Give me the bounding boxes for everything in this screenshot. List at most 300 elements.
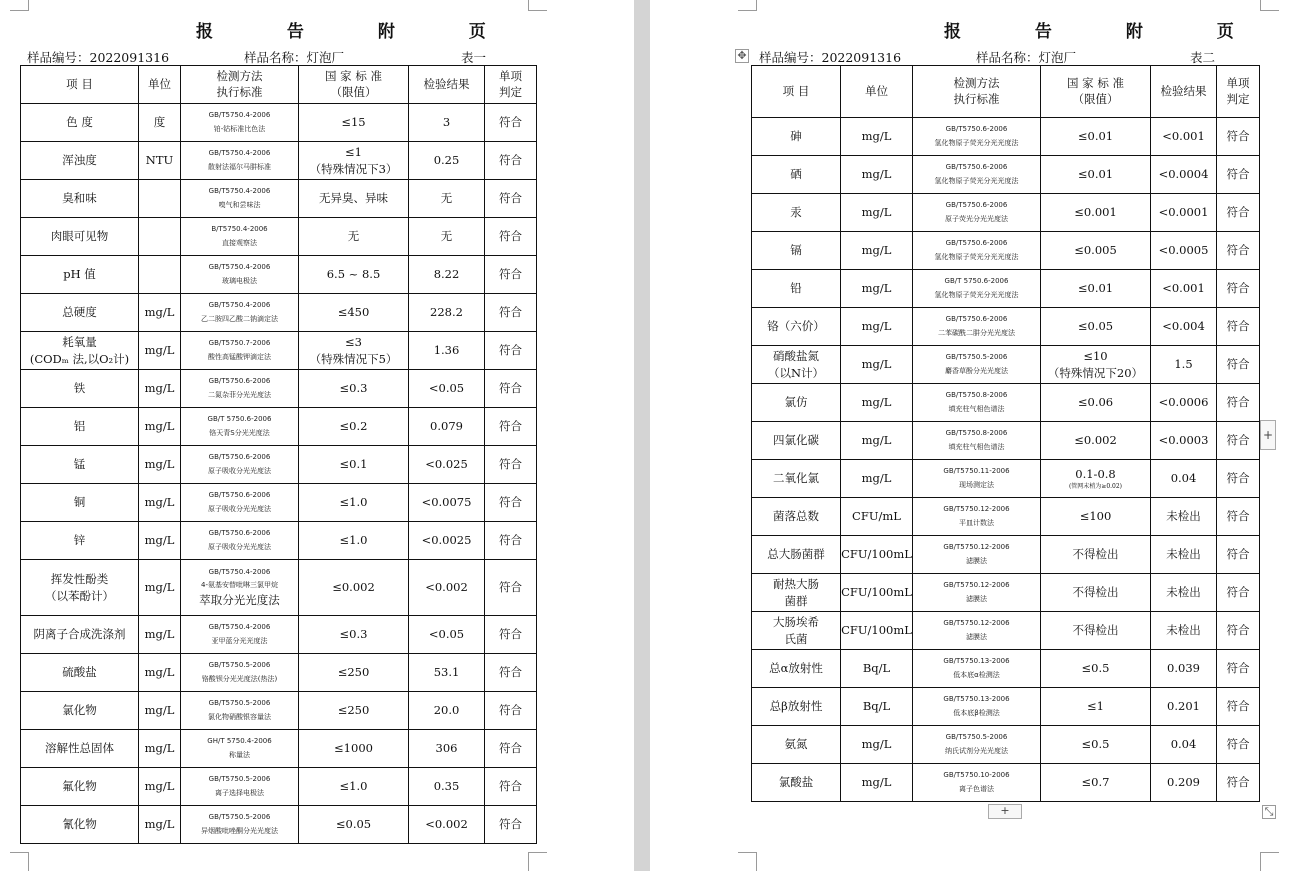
unit-cell[interactable] xyxy=(841,156,913,194)
item-cell[interactable] xyxy=(21,560,139,616)
limit-cell[interactable] xyxy=(1041,726,1151,764)
unit-cell[interactable] xyxy=(139,104,181,142)
judge-cell[interactable] xyxy=(485,730,537,768)
table-row[interactable] xyxy=(21,730,537,768)
method-text: 氢化物原子荧光分光光度法 xyxy=(934,290,1019,299)
result-cell[interactable] xyxy=(1151,612,1217,650)
method-cell[interactable] xyxy=(181,256,299,294)
unit-cell[interactable] xyxy=(139,616,181,654)
method-text: 4-氨基安替吡啉三氯甲烷 xyxy=(201,581,278,590)
judge-cell[interactable] xyxy=(485,484,537,522)
table-row[interactable] xyxy=(752,232,1260,270)
limit-cell[interactable] xyxy=(299,616,409,654)
method-cell[interactable] xyxy=(913,384,1041,422)
limit-cell[interactable] xyxy=(299,522,409,560)
method-cell[interactable] xyxy=(181,408,299,446)
judge-cell[interactable] xyxy=(485,654,537,692)
unit-cell[interactable] xyxy=(139,768,181,806)
add-column-button[interactable]: + xyxy=(1260,420,1276,450)
judge-cell[interactable] xyxy=(1217,384,1260,422)
method-cell[interactable] xyxy=(913,460,1041,498)
table-row[interactable] xyxy=(21,332,537,370)
method-cell[interactable] xyxy=(181,370,299,408)
document-page-2 xyxy=(650,0,1289,871)
judge-cell[interactable] xyxy=(1217,498,1260,536)
unit-cell[interactable] xyxy=(841,726,913,764)
judge-cell[interactable] xyxy=(1217,346,1260,384)
table-row[interactable] xyxy=(752,460,1260,498)
table-row[interactable] xyxy=(21,522,537,560)
method-cell[interactable] xyxy=(181,180,299,218)
result-cell[interactable] xyxy=(1151,460,1217,498)
judge-cell[interactable] xyxy=(485,408,537,446)
judge-cell[interactable] xyxy=(1217,232,1260,270)
method-cell[interactable] xyxy=(181,104,299,142)
limit-cell[interactable] xyxy=(299,560,409,616)
judge-cell[interactable] xyxy=(1217,118,1260,156)
item-cell[interactable] xyxy=(21,408,139,446)
judge-cell[interactable] xyxy=(485,370,537,408)
table-row[interactable] xyxy=(752,346,1260,384)
limit-cell[interactable] xyxy=(299,408,409,446)
method-cell[interactable] xyxy=(913,346,1041,384)
limit-cell[interactable] xyxy=(299,104,409,142)
result-cell[interactable] xyxy=(409,806,485,844)
result-cell[interactable] xyxy=(1151,118,1217,156)
judge-value: 符合 xyxy=(499,305,522,320)
method-cell[interactable] xyxy=(913,156,1041,194)
header-unit[interactable] xyxy=(841,66,913,118)
method-cell[interactable] xyxy=(181,654,299,692)
header-item[interactable] xyxy=(752,66,841,118)
judge-cell[interactable] xyxy=(485,692,537,730)
unit-cell[interactable] xyxy=(139,484,181,522)
method-cell[interactable] xyxy=(181,560,299,616)
result-cell[interactable] xyxy=(1151,764,1217,802)
header-method[interactable] xyxy=(181,66,299,104)
unit-cell[interactable] xyxy=(841,270,913,308)
judge-cell[interactable] xyxy=(1217,650,1260,688)
table-row[interactable] xyxy=(752,118,1260,156)
result-cell[interactable] xyxy=(409,768,485,806)
judge-cell[interactable] xyxy=(1217,270,1260,308)
table-row[interactable] xyxy=(21,104,537,142)
result-cell[interactable] xyxy=(409,446,485,484)
table-row[interactable] xyxy=(752,194,1260,232)
method-cell[interactable] xyxy=(181,768,299,806)
limit-cell[interactable] xyxy=(299,370,409,408)
item-cell[interactable] xyxy=(21,218,139,256)
limit-cell[interactable] xyxy=(299,256,409,294)
result-cell[interactable] xyxy=(1151,194,1217,232)
limit-cell[interactable] xyxy=(1041,650,1151,688)
method-cell[interactable] xyxy=(913,764,1041,802)
judge-cell[interactable] xyxy=(1217,764,1260,802)
item-cell[interactable] xyxy=(21,768,139,806)
table-row[interactable] xyxy=(21,256,537,294)
method-cell[interactable] xyxy=(913,270,1041,308)
unit-cell[interactable] xyxy=(841,232,913,270)
add-row-button[interactable]: + xyxy=(988,804,1022,819)
item-cell[interactable] xyxy=(752,156,841,194)
judge-cell[interactable] xyxy=(485,522,537,560)
item-cell[interactable] xyxy=(21,332,139,370)
judge-cell[interactable] xyxy=(1217,612,1260,650)
table-row[interactable] xyxy=(752,688,1260,726)
judge-cell[interactable] xyxy=(1217,308,1260,346)
judge-value: 符合 xyxy=(499,229,522,244)
method-cell[interactable] xyxy=(181,332,299,370)
limit-cell[interactable] xyxy=(299,180,409,218)
result-cell[interactable] xyxy=(409,692,485,730)
method-text: GB/T5750.4-2006 xyxy=(208,301,271,310)
judge-cell[interactable] xyxy=(485,142,537,180)
unit-cell[interactable] xyxy=(139,218,181,256)
method-text: GB/T5750.6-2006 xyxy=(208,453,271,462)
unit-cell[interactable] xyxy=(139,332,181,370)
table-row[interactable] xyxy=(752,650,1260,688)
unit-cell[interactable] xyxy=(841,574,913,612)
item-name: 铜 xyxy=(73,495,86,510)
unit-cell[interactable] xyxy=(139,446,181,484)
item-cell[interactable] xyxy=(752,536,841,574)
item-cell[interactable] xyxy=(752,346,841,384)
judge-cell[interactable] xyxy=(1217,726,1260,764)
method-cell[interactable] xyxy=(913,574,1041,612)
item-cell[interactable] xyxy=(21,730,139,768)
item-cell[interactable] xyxy=(752,764,841,802)
unit-cell[interactable] xyxy=(841,460,913,498)
table-row[interactable] xyxy=(752,422,1260,460)
result-cell[interactable] xyxy=(1151,156,1217,194)
table-row[interactable] xyxy=(752,384,1260,422)
item-cell[interactable] xyxy=(21,370,139,408)
item-cell[interactable] xyxy=(21,180,139,218)
unit-cell[interactable] xyxy=(139,654,181,692)
result-value: 0.04 xyxy=(1170,737,1197,752)
table-row[interactable] xyxy=(21,484,537,522)
limit-cell[interactable] xyxy=(1041,574,1151,612)
table-row[interactable] xyxy=(752,612,1260,650)
item-cell[interactable] xyxy=(752,612,841,650)
result-cell[interactable] xyxy=(409,560,485,616)
unit-cell[interactable] xyxy=(139,560,181,616)
method-text: 氢化物原子荧光分光光度法 xyxy=(934,176,1019,185)
limit-cell[interactable] xyxy=(299,218,409,256)
item-cell[interactable] xyxy=(752,688,841,726)
header-unit[interactable] xyxy=(139,66,181,104)
item-cell[interactable] xyxy=(752,194,841,232)
result-cell[interactable] xyxy=(409,218,485,256)
unit-cell[interactable] xyxy=(841,612,913,650)
unit-cell[interactable] xyxy=(841,422,913,460)
limit-cell[interactable] xyxy=(1041,688,1151,726)
item-cell[interactable] xyxy=(21,104,139,142)
judge-cell[interactable] xyxy=(485,332,537,370)
unit-cell[interactable] xyxy=(139,692,181,730)
result-cell[interactable] xyxy=(1151,422,1217,460)
result-cell[interactable] xyxy=(1151,574,1217,612)
limit-cell[interactable] xyxy=(1041,612,1151,650)
method-cell[interactable] xyxy=(181,218,299,256)
result-cell[interactable] xyxy=(1151,726,1217,764)
method-cell[interactable] xyxy=(181,806,299,844)
method-cell[interactable] xyxy=(181,446,299,484)
table-move-handle-icon[interactable]: ✥ xyxy=(735,49,749,63)
item-cell[interactable] xyxy=(752,118,841,156)
table-row[interactable] xyxy=(752,764,1260,802)
limit-cell[interactable] xyxy=(299,142,409,180)
result-cell[interactable] xyxy=(1151,384,1217,422)
item-cell[interactable] xyxy=(21,616,139,654)
table-resize-handle-icon[interactable]: ⤡ xyxy=(1262,805,1276,819)
table-row[interactable] xyxy=(21,370,537,408)
result-cell[interactable] xyxy=(409,180,485,218)
table-row[interactable] xyxy=(21,806,537,844)
item-cell[interactable] xyxy=(752,498,841,536)
result-cell[interactable] xyxy=(409,522,485,560)
limit-cell[interactable] xyxy=(299,294,409,332)
method-text: 氢化物原子荧光分光光度法 xyxy=(934,138,1019,147)
header-standard[interactable] xyxy=(1041,66,1151,118)
method-text: GB/T5750.4-2006 xyxy=(208,111,271,120)
limit-cell[interactable] xyxy=(1041,498,1151,536)
unit-cell[interactable] xyxy=(139,408,181,446)
table-row[interactable] xyxy=(21,408,537,446)
result-value: 未检出 xyxy=(1166,509,1201,524)
method-cell[interactable] xyxy=(181,142,299,180)
table-row[interactable] xyxy=(21,142,537,180)
result-cell[interactable] xyxy=(409,332,485,370)
table-row[interactable] xyxy=(21,446,537,484)
table-row[interactable] xyxy=(752,536,1260,574)
item-cell[interactable] xyxy=(752,422,841,460)
limit-cell[interactable] xyxy=(299,806,409,844)
table-row[interactable] xyxy=(21,654,537,692)
table-row[interactable] xyxy=(21,294,537,332)
result-cell[interactable] xyxy=(409,616,485,654)
table-row[interactable] xyxy=(752,574,1260,612)
unit-cell[interactable] xyxy=(841,384,913,422)
limit-cell[interactable] xyxy=(299,332,409,370)
result-cell[interactable] xyxy=(1151,308,1217,346)
judge-cell[interactable] xyxy=(485,560,537,616)
header-result[interactable] xyxy=(1151,66,1217,118)
method-cell[interactable] xyxy=(913,308,1041,346)
unit-cell[interactable] xyxy=(139,370,181,408)
unit-cell[interactable] xyxy=(841,308,913,346)
header-judge[interactable] xyxy=(485,66,537,104)
result-cell[interactable] xyxy=(409,294,485,332)
limit-cell[interactable] xyxy=(1041,270,1151,308)
result-cell[interactable] xyxy=(1151,270,1217,308)
limit-cell[interactable] xyxy=(1041,308,1151,346)
item-cell[interactable] xyxy=(752,574,841,612)
method-cell[interactable] xyxy=(181,522,299,560)
header-item[interactable] xyxy=(21,66,139,104)
item-cell[interactable] xyxy=(752,460,841,498)
table-row[interactable] xyxy=(21,616,537,654)
method-cell[interactable] xyxy=(181,294,299,332)
table-row[interactable] xyxy=(752,308,1260,346)
method-text: GB/T5750.6-2006 xyxy=(208,491,271,500)
result-cell[interactable] xyxy=(409,104,485,142)
limit-cell[interactable] xyxy=(299,768,409,806)
judge-value: 符合 xyxy=(499,115,522,130)
limit-value: ≤1 xyxy=(1087,699,1104,714)
limit-cell[interactable] xyxy=(1041,764,1151,802)
limit-cell[interactable] xyxy=(1041,346,1151,384)
result-cell[interactable] xyxy=(1151,346,1217,384)
unit-cell[interactable] xyxy=(841,650,913,688)
method-cell[interactable] xyxy=(181,484,299,522)
item-cell[interactable] xyxy=(21,294,139,332)
result-cell[interactable] xyxy=(409,408,485,446)
header-method[interactable] xyxy=(913,66,1041,118)
unit-cell[interactable] xyxy=(139,256,181,294)
limit-cell[interactable] xyxy=(1041,194,1151,232)
judge-cell[interactable] xyxy=(1217,536,1260,574)
method-cell[interactable] xyxy=(913,232,1041,270)
judge-cell[interactable] xyxy=(1217,194,1260,232)
judge-cell[interactable] xyxy=(1217,574,1260,612)
item-cell[interactable] xyxy=(752,726,841,764)
table-row[interactable] xyxy=(21,180,537,218)
header-result[interactable] xyxy=(409,66,485,104)
result-cell[interactable] xyxy=(1151,688,1217,726)
limit-cell[interactable] xyxy=(1041,422,1151,460)
judge-cell[interactable] xyxy=(485,218,537,256)
unit-cell[interactable] xyxy=(841,346,913,384)
limit-value: ≤1 xyxy=(345,144,362,159)
method-cell[interactable] xyxy=(181,730,299,768)
result-cell[interactable] xyxy=(1151,536,1217,574)
judge-cell[interactable] xyxy=(485,616,537,654)
judge-cell[interactable] xyxy=(1217,156,1260,194)
unit-cell[interactable] xyxy=(841,194,913,232)
header-standard[interactable] xyxy=(299,66,409,104)
table-row[interactable] xyxy=(752,156,1260,194)
method-text: 铂-钴标准比色法 xyxy=(213,124,266,133)
method-cell[interactable] xyxy=(913,688,1041,726)
item-cell[interactable] xyxy=(21,142,139,180)
item-cell[interactable] xyxy=(21,256,139,294)
unit-cell[interactable] xyxy=(139,294,181,332)
item-cell[interactable] xyxy=(752,270,841,308)
table-row[interactable] xyxy=(752,726,1260,764)
limit-cell[interactable] xyxy=(299,692,409,730)
item-cell[interactable] xyxy=(21,806,139,844)
judge-cell[interactable] xyxy=(1217,422,1260,460)
unit-cell[interactable] xyxy=(139,806,181,844)
table-header-row xyxy=(21,66,537,104)
result-value: <0.0075 xyxy=(421,495,472,510)
method-cell[interactable] xyxy=(913,118,1041,156)
result-cell[interactable] xyxy=(409,484,485,522)
limit-cell[interactable] xyxy=(1041,536,1151,574)
unit-cell[interactable] xyxy=(139,142,181,180)
unit-cell[interactable] xyxy=(139,180,181,218)
judge-cell[interactable] xyxy=(1217,688,1260,726)
method-cell[interactable] xyxy=(913,650,1041,688)
unit-cell[interactable] xyxy=(841,764,913,802)
unit-cell[interactable] xyxy=(841,688,913,726)
unit-cell[interactable] xyxy=(841,498,913,536)
limit-cell[interactable] xyxy=(1041,384,1151,422)
method-cell[interactable] xyxy=(913,498,1041,536)
item-cell[interactable] xyxy=(752,308,841,346)
method-text: GB/T5750.6-2006 xyxy=(945,239,1008,248)
results-table-1[interactable] xyxy=(20,65,537,844)
result-cell[interactable] xyxy=(1151,498,1217,536)
table-row[interactable] xyxy=(752,270,1260,308)
table-row[interactable] xyxy=(21,692,537,730)
item-cell[interactable] xyxy=(21,692,139,730)
judge-cell[interactable] xyxy=(485,768,537,806)
limit-cell[interactable] xyxy=(299,654,409,692)
item-cell[interactable] xyxy=(21,484,139,522)
table-row[interactable] xyxy=(21,768,537,806)
judge-cell[interactable] xyxy=(485,806,537,844)
limit-cell[interactable] xyxy=(299,446,409,484)
judge-cell[interactable] xyxy=(485,256,537,294)
header-judge[interactable] xyxy=(1217,66,1260,118)
method-cell[interactable] xyxy=(913,612,1041,650)
limit-cell[interactable] xyxy=(1041,156,1151,194)
item-cell[interactable] xyxy=(21,446,139,484)
judge-cell[interactable] xyxy=(485,180,537,218)
method-cell[interactable] xyxy=(913,194,1041,232)
result-cell[interactable] xyxy=(409,370,485,408)
item-cell[interactable] xyxy=(752,650,841,688)
method-cell[interactable] xyxy=(913,422,1041,460)
table-row[interactable] xyxy=(21,560,537,616)
item-cell[interactable] xyxy=(752,232,841,270)
result-cell[interactable] xyxy=(409,256,485,294)
result-cell[interactable] xyxy=(409,654,485,692)
item-cell[interactable] xyxy=(752,384,841,422)
unit-cell[interactable] xyxy=(139,522,181,560)
result-cell[interactable] xyxy=(1151,650,1217,688)
unit-cell[interactable] xyxy=(841,536,913,574)
results-table-2[interactable] xyxy=(751,65,1260,802)
judge-cell[interactable] xyxy=(485,294,537,332)
judge-cell[interactable] xyxy=(1217,460,1260,498)
table-row[interactable] xyxy=(752,498,1260,536)
result-cell[interactable] xyxy=(409,142,485,180)
result-value: 0.35 xyxy=(433,779,460,794)
limit-cell[interactable] xyxy=(1041,460,1151,498)
result-cell[interactable] xyxy=(1151,232,1217,270)
table-row[interactable] xyxy=(21,218,537,256)
judge-cell[interactable] xyxy=(485,104,537,142)
report-title: 报 告 附 页 xyxy=(944,22,1268,42)
method-cell[interactable] xyxy=(181,616,299,654)
unit-cell[interactable] xyxy=(139,730,181,768)
result-cell[interactable] xyxy=(409,730,485,768)
limit-cell[interactable] xyxy=(1041,232,1151,270)
method-cell[interactable] xyxy=(913,726,1041,764)
limit-cell[interactable] xyxy=(1041,118,1151,156)
limit-cell[interactable] xyxy=(299,484,409,522)
judge-cell[interactable] xyxy=(485,446,537,484)
unit-cell[interactable] xyxy=(841,118,913,156)
item-cell[interactable] xyxy=(21,654,139,692)
item-cell[interactable] xyxy=(21,522,139,560)
method-cell[interactable] xyxy=(913,536,1041,574)
limit-cell[interactable] xyxy=(299,730,409,768)
method-cell[interactable] xyxy=(181,692,299,730)
